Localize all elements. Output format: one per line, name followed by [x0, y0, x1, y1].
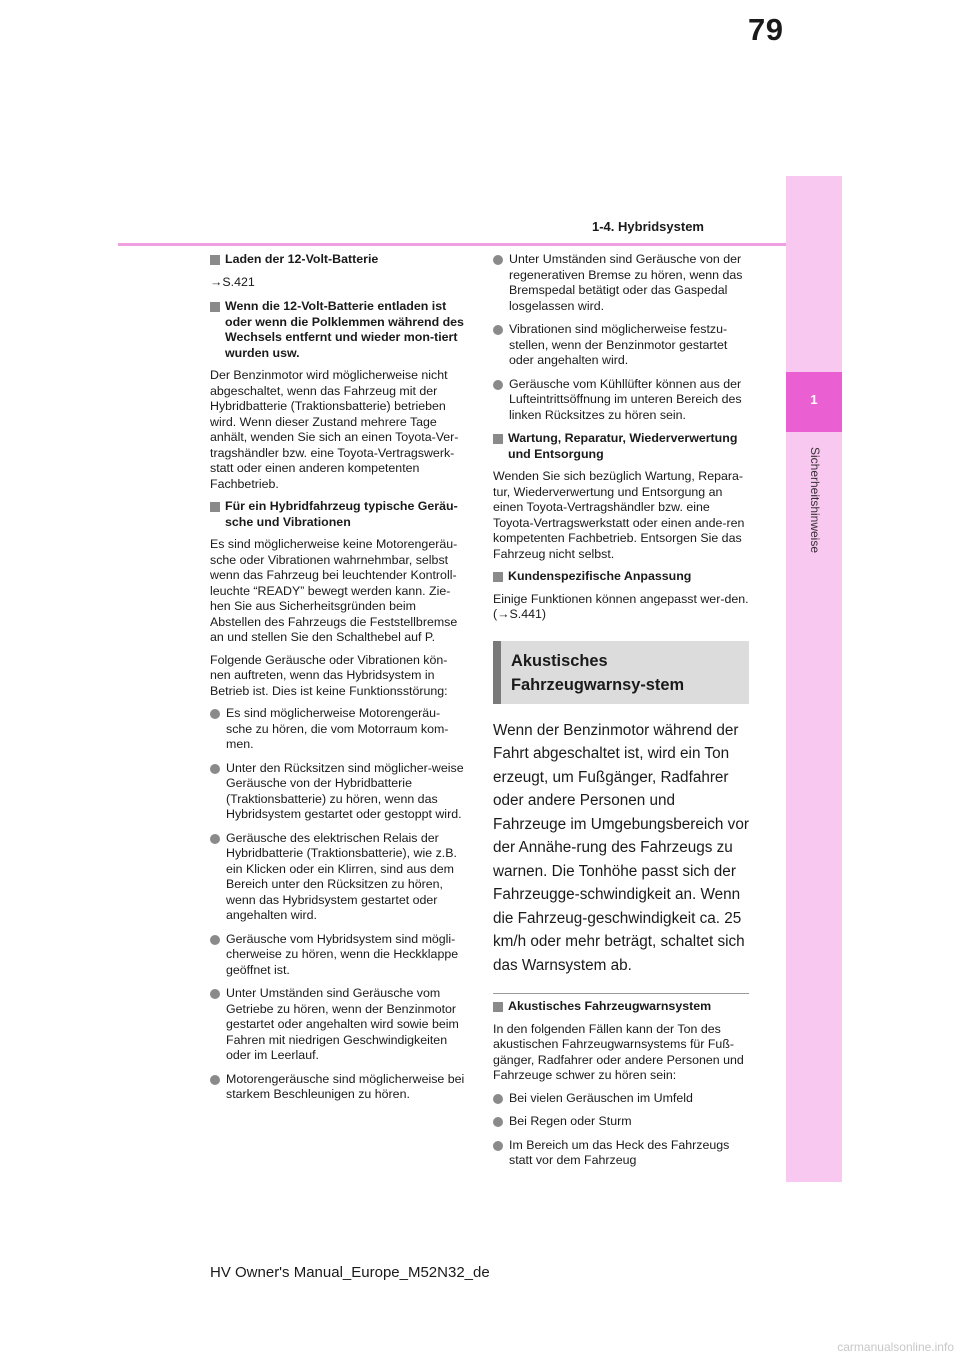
list-item: Geräusche vom Hybridsystem sind mögli-cherweise zu hören, wenn die Heckklappe geöffnet ist.: [210, 932, 466, 979]
square-bullet-icon: [493, 572, 503, 582]
paragraph: In den folgenden Fällen kann der Ton des akustischen Fahrzeugwarnsystems für Fuß-gänger, Radfahrer oder andere Personen und Fahrzeuge schwer zu hören sein:: [493, 1021, 744, 1082]
square-bullet-icon: [210, 255, 220, 265]
square-bullet-icon: [210, 302, 220, 312]
list-item: Es sind möglicherweise Motorengeräu-sche zu hören, die vom Motorraum kom-men.: [210, 706, 466, 753]
list-item: Vibrationen sind möglicherweise festzu-stellen, wenn der Benzinmotor gestartet oder angehalten wird.: [493, 322, 749, 369]
watermark: carmanualsonline.info: [837, 1340, 954, 1354]
round-bullet-icon: [493, 380, 503, 390]
section-title: 1-4. Hybridsystem: [592, 219, 704, 234]
chapter-number: 1: [810, 392, 818, 407]
paragraph: Es sind möglicherweise keine Motorengeräu-sche oder Vibrationen wahrnehmbar, selbst wenn das Fahrzeug bei leuchtender Kontroll-leuchte “READY” bewegt werden kann. Zie-hen Sie aus Sicherheitsgründen beim Abstellen des Fahrzeugs die Feststellbremse an und stellen Sie den Schalthebel auf P.: [210, 537, 458, 644]
round-bullet-icon: [493, 255, 503, 265]
list-item: Unter den Rücksitzen sind möglicher-weise Geräusche von der Hybridbatterie (Traktionsbatterie) zu hören, wenn das Hybridsystem gestartet oder gestoppt wird.: [210, 761, 466, 823]
list-item: Geräusche des elektrischen Relais der Hybridbatterie (Traktionsbatterie), wie z.B. ein Klicken oder ein Klirren, sind aus dem Bereich unter den Rücksitzen zu hören, wenn das Hybridsystem gestartet oder angehalten wird.: [210, 831, 466, 924]
round-bullet-icon: [493, 1117, 503, 1127]
round-bullet-icon: [210, 764, 220, 774]
paragraph: Wenden Sie sich bezüglich Wartung, Repara-tur, Wiederverwertung und Entsorgung an einen Toyota-Vertragshändler bzw. eine Toyota-Vertragswerkstatt oder einen ande-ren kompetenten Fachbetrieb. Entsorgen Sie das Fahrzeug nicht selbst.: [493, 469, 745, 561]
heading-customization: Kundenspezifische Anpassung: [493, 569, 749, 585]
chapter-label: Sicherheitshinweise: [808, 446, 822, 554]
list-item: Geräusche vom Kühllüfter können aus der Lufteintrittsöffnung im unteren Bereich des linken Rücksitzes zu hören sein.: [493, 377, 749, 424]
intro-paragraph: Wenn der Benzinmotor während der Fahrt abgeschaltet ist, wird ein Ton erzeugt, um Fußgänger, Radfahrer oder andere Personen und Fahrzeuge im Umgebungsbereich vor der Annähe-rung des Fahrzeugs zu warnen. Die Tonhöhe passt sich der Fahrzeugge-schwindigkeit an. Wenn die Fahrzeug-geschwindigkeit ca. 25 km/h oder mehr beträgt, schaltet sich das Warnsystem ab.: [493, 721, 749, 974]
round-bullet-icon: [210, 935, 220, 945]
round-bullet-icon: [210, 709, 220, 719]
list-item: Bei vielen Geräuschen im Umfeld: [493, 1091, 749, 1107]
list-item: Motorengeräusche sind möglicherweise bei starkem Beschleunigen zu hören.: [210, 1072, 466, 1103]
list-item: Bei Regen oder Sturm: [493, 1114, 749, 1130]
paragraph-with-page-reference: Einige Funktionen können angepasst wer-den. (→S.441): [493, 591, 749, 621]
divider: [493, 993, 749, 994]
paragraph: Folgende Geräusche oder Vibrationen kön-nen auftreten, wenn das Hybridsystem in Betrieb ist. Dies ist keine Funktionsstörung:: [210, 652, 448, 698]
round-bullet-icon: [210, 1075, 220, 1085]
heading-battery-discharged: Wenn die 12-Volt-Batterie entladen ist oder wenn die Polklemmen während des Wechsels entfernt und wieder mon-tiert wurden usw.: [210, 299, 466, 361]
list-item: Unter Umständen sind Geräusche vom Getriebe zu hören, wenn der Benzinmotor gestartet oder angehalten wird sowie beim Fahren mit niedrigen Geschwindigkeiten oder im Leerlauf.: [210, 986, 466, 1064]
section-title-box: Akustisches Fahrzeugwarnsy-stem: [493, 641, 749, 704]
left-column: [210, 252, 466, 1111]
chapter-side-tab[interactable]: [786, 176, 842, 1182]
header-rule: [118, 243, 786, 246]
right-column: [493, 252, 749, 1177]
square-bullet-icon: [493, 434, 503, 444]
round-bullet-icon: [210, 989, 220, 999]
round-bullet-icon: [493, 325, 503, 335]
heading-battery-charging: Laden der 12-Volt-Batterie: [210, 252, 466, 268]
page-number: 79: [748, 12, 784, 47]
round-bullet-icon: [493, 1094, 503, 1104]
paragraph: Der Benzinmotor wird möglicherweise nicht abgeschaltet, wenn das Fahrzeug mit der Hybridbatterie (Traktionsbatterie) betrieben wird. Wenn dieser Zustand mehrere Tage anhält, wenden Sie sich an einen Toyota-Ver-tragshändler bzw. eine Toyota-Vertragswerk-statt oder einen anderen kompetenten Fachbetrieb.: [210, 368, 459, 491]
heading-maintenance: Wartung, Reparatur, Wiederverwertung und Entsorgung: [493, 431, 749, 462]
round-bullet-icon: [493, 1141, 503, 1151]
round-bullet-icon: [210, 834, 220, 844]
heading-warning-system: Akustisches Fahrzeugwarnsystem: [493, 999, 749, 1015]
page-reference-link[interactable]: →S.421: [210, 274, 255, 289]
square-bullet-icon: [210, 502, 220, 512]
heading-typical-noises: Für ein Hybridfahrzeug typische Geräu-sche und Vibrationen: [210, 499, 466, 530]
list-item: Unter Umständen sind Geräusche von der regenerativen Bremse zu hören, wenn das Bremspedal betätigt oder das Gaspedal losgelassen wird.: [493, 252, 749, 314]
square-bullet-icon: [493, 1002, 503, 1012]
footer-document-id: HV Owner's Manual_Europe_M52N32_de: [210, 1264, 490, 1281]
list-item: Im Bereich um das Heck des Fahrzeugs statt vor dem Fahrzeug: [493, 1138, 749, 1169]
